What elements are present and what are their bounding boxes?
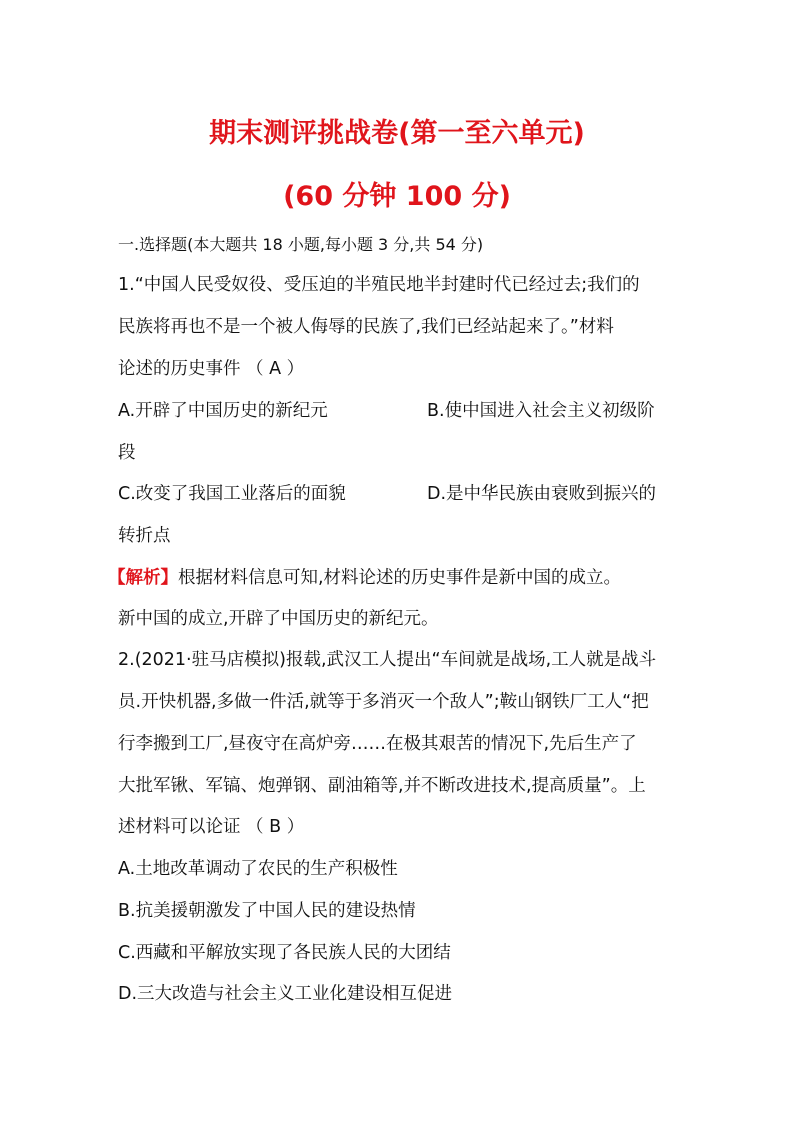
question-1-line-3: 论述的历史事件 （ A ） [118,359,305,379]
question-2-option-c: C.西藏和平解放实现了各民族人民的大团结 [118,943,451,963]
question-2-line-3: 行李搬到工厂,昼夜守在高炉旁……在极其艰苦的情况下,先后生产了 [118,734,637,754]
question-1-option-b: B.使中国进入社会主义初级阶 [427,401,655,421]
question-1-line-1: 1.“中国人民受奴役、受压迫的半殖民地半封建时代已经过去;我们的 [118,275,640,295]
question-1-option-a: A.开辟了中国历史的新纪元 [118,401,328,421]
question-1-option-c: C.改变了我国工业落后的面貌 [118,484,346,504]
question-1-line-2: 民族将再也不是一个被人侮辱的民族了,我们已经站起来了。”材料 [118,317,614,337]
question-2-line-1: 2.(2021·驻马店模拟)报载,武汉工人提出“车间就是战场,工人就是战斗 [118,650,657,670]
page-subtitle: (60 分钟 100 分) [283,181,511,212]
section-heading: 一.选择题(本大题共 18 小题,每小题 3 分,共 54 分) [118,235,484,254]
analysis-text: 根据材料信息可知,材料论述的历史事件是新中国的成立。 [178,568,622,588]
page-title: 期末测评挑战卷(第一至六单元) [209,118,585,149]
question-2-line-5: 述材料可以论证 （ B ） [118,817,305,837]
question-1-option-b-cont: 段 [118,443,136,463]
question-1-options-row-1 [118,399,655,423]
question-2-option-d: D.三大改造与社会主义工业化建设相互促进 [118,984,453,1004]
question-1-analysis-line-1 [108,566,622,590]
question-1-option-d-cont: 转折点 [118,526,171,546]
question-1-options-row-2 [118,482,657,506]
analysis-tag: 【解析】 [108,568,178,588]
question-1-option-d: D.是中华民族由衰败到振兴的 [427,484,657,504]
question-2-option-a: A.土地改革调动了农民的生产积极性 [118,859,398,879]
question-2-line-4: 大批军锹、军镐、炮弹钢、副油箱等,并不断改进技术,提高质量”。上 [118,776,646,796]
question-2-option-b: B.抗美援朝激发了中国人民的建设热情 [118,901,416,921]
question-2-line-2: 员.开快机器,多做一件活,就等于多消灭一个敌人”;鞍山钢铁厂工人“把 [118,692,649,712]
question-1-analysis-line-2: 新中国的成立,开辟了中国历史的新纪元。 [118,609,439,629]
